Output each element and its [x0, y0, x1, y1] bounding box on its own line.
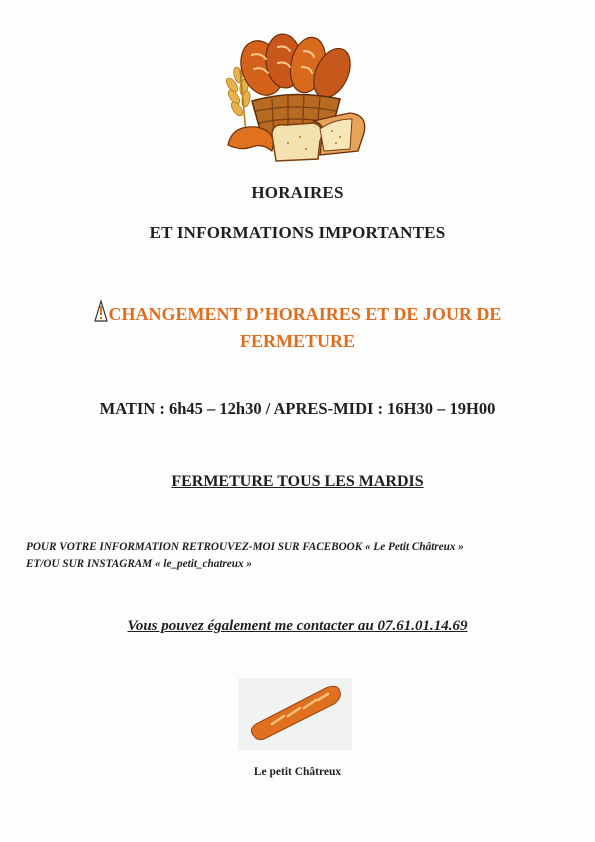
shop-signature: Le petit Châtreux [253, 766, 342, 778]
heading-line-2: ET INFORMATIONS IMPORTANTES [149, 223, 446, 242]
social-line-2: ET/OU SUR INSTAGRAM « le_petit_chatreux » [26, 558, 252, 570]
warning-triangle-icon [94, 300, 108, 322]
notice-line-1 [0, 300, 595, 325]
baguette-icon [238, 678, 352, 750]
bread-basket-icon [222, 33, 372, 165]
notice-line-2: FERMETURE [239, 331, 355, 351]
heading-line-1: HORAIRES [251, 183, 344, 202]
contact-line: Vous pouvez également me contacter au 07.61.01.14.69 [127, 618, 468, 634]
closing-day: FERMETURE TOUS LES MARDIS [171, 473, 424, 490]
notice-text-1: CHANGEMENT D’HORAIRES ET DE JOUR DE [108, 304, 502, 324]
social-line-1: POUR VOTRE INFORMATION RETROUVEZ-MOI SUR FACEBOOK « Le Petit Châtreux » [26, 541, 464, 553]
opening-hours: MATIN : 6h45 – 12h30 / APRES-MIDI : 16H30 – 19H00 [99, 399, 496, 418]
